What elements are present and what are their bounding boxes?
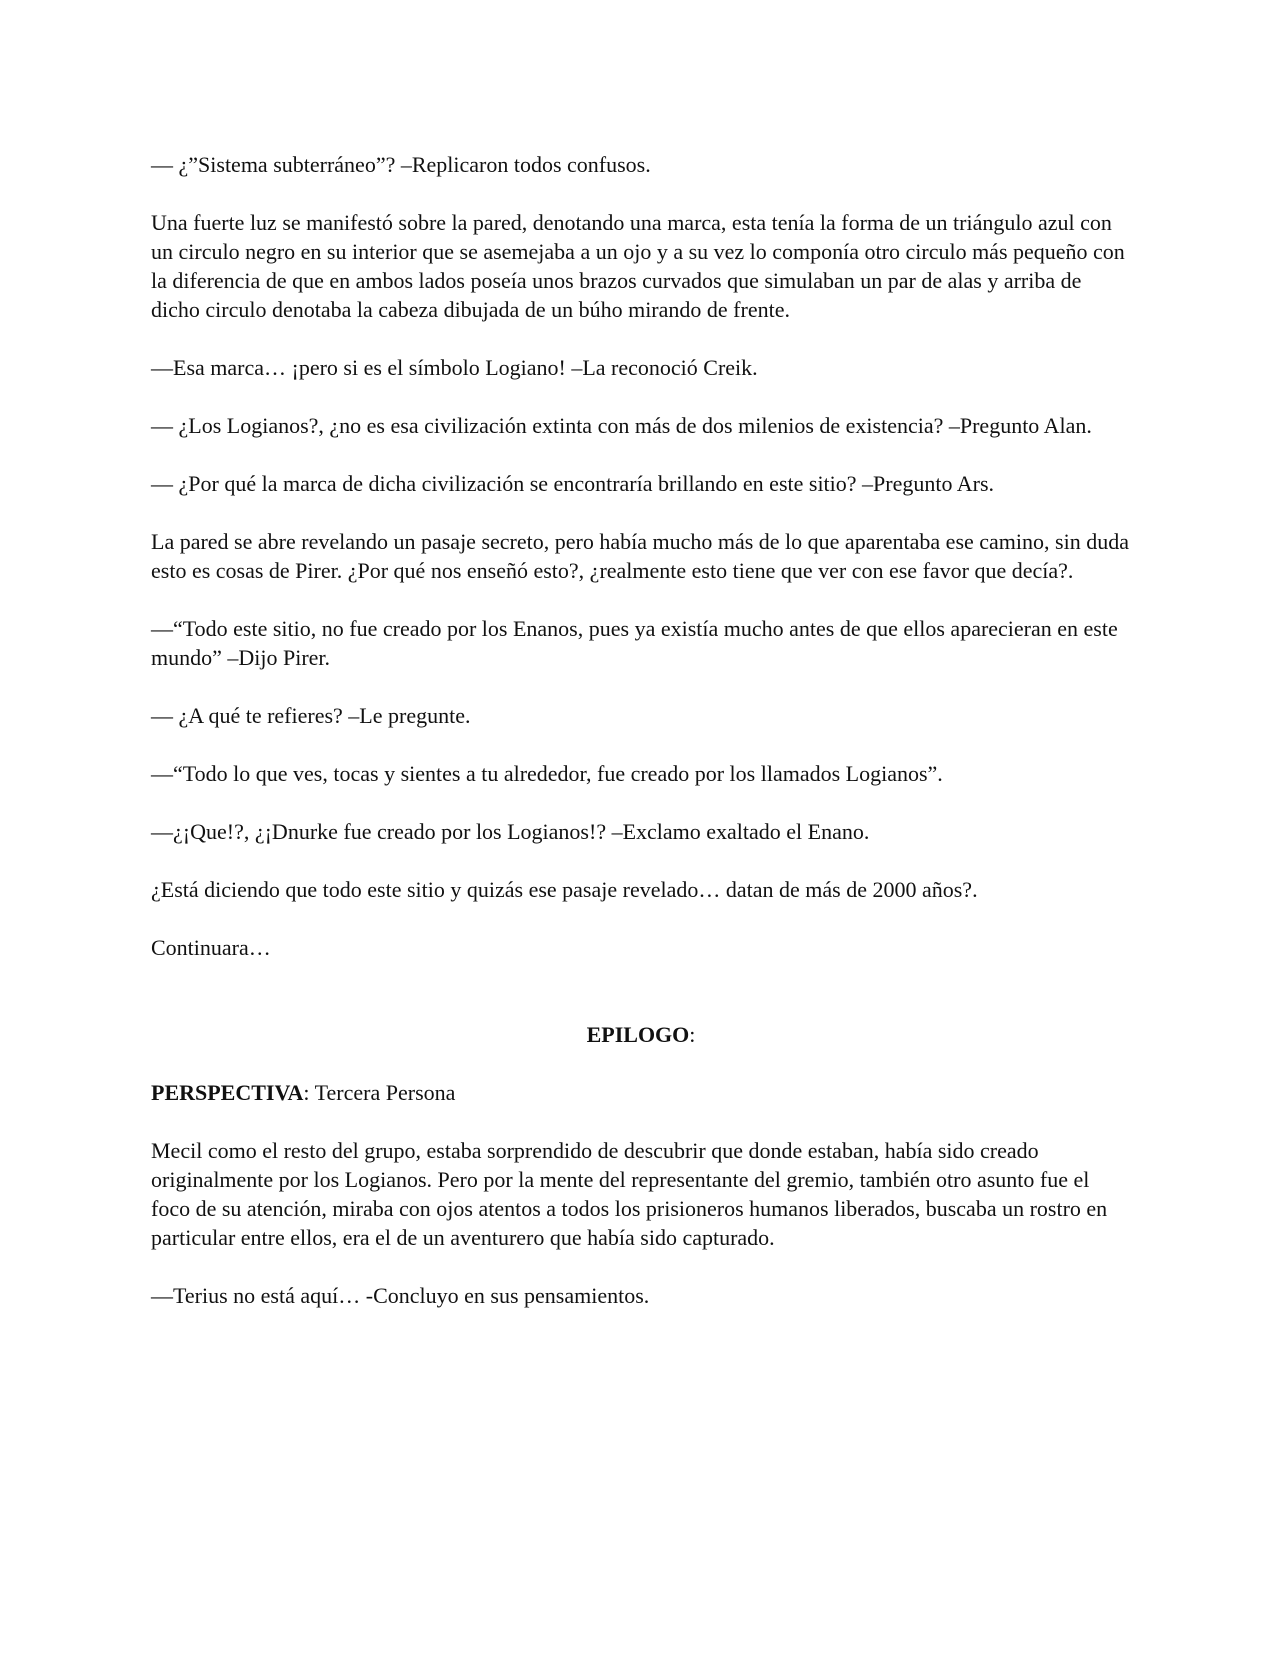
paragraph-5: — ¿Por qué la marca de dicha civilización se encontraría brillando en este sitio? –Pregunto Ars. [151, 471, 995, 496]
paragraph-10: —¿¡Que!?, ¿¡Dnurke fue creado por los Logianos!? –Exclamo exaltado el Enano. [151, 819, 870, 844]
epilogue-paragraph-2: —Terius no está aquí… -Concluyo en sus pensamientos. [151, 1283, 650, 1308]
paragraph-7: —“Todo este sitio, no fue creado por los Enanos, pues ya existía mucho antes de que ellos aparecieran en este mundo” –Dijo Pirer. [151, 616, 1118, 670]
epilogue-title: EPILOGO [586, 1022, 690, 1047]
section-spacer [151, 991, 1131, 1020]
paragraph-3: —Esa marca… ¡pero si es el símbolo Logiano! –La reconoció Creik. [151, 355, 758, 380]
paragraph-11: ¿Está diciendo que todo este sitio y quizás ese pasaje revelado… datan de más de 2000 años?. [151, 877, 978, 902]
perspective-label: PERSPECTIVA [151, 1080, 304, 1105]
paragraph-1: — ¿”Sistema subterráneo”? –Replicaron todos confusos. [151, 152, 651, 177]
document-page [151, 150, 1131, 1339]
perspective-line [151, 1078, 1131, 1107]
paragraph-8: — ¿A qué te refieres? –Le pregunte. [151, 703, 471, 728]
epilogue-title-suffix: : [689, 1022, 696, 1047]
paragraph-6: La pared se abre revelando un pasaje secreto, pero había mucho más de lo que aparentaba ese camino, sin duda esto es cosas de Pirer. ¿Por qué nos enseñó esto?, ¿realmente esto tiene que ver con ese favor que decía?. [151, 529, 1129, 583]
epilogue-paragraph-1: Mecil como el resto del grupo, estaba sorprendido de descubrir que donde estaban, había sido creado originalmente por los Logianos. Pero por la mente del representante del gremio, también otro asunto fue el foco de su atención, miraba con ojos atentos a todos los prisioneros humanos liberados, buscaba un rostro en particular entre ellos, era el de un aventurero que había sido capturado. [151, 1138, 1108, 1250]
paragraph-continuara: Continuara… [151, 935, 271, 960]
epilogue-heading [151, 1020, 1131, 1049]
paragraph-2: Una fuerte luz se manifestó sobre la pared, denotando una marca, esta tenía la forma de un triángulo azul con un circulo negro en su interior que se asemejaba a un ojo y a su vez lo componía otro circulo más pequeño con la diferencia de que en ambos lados poseía unos brazos curvados que simulaban un par de alas y arriba de dicho circulo denotaba la cabeza dibujada de un búho mirando de frente. [151, 210, 1125, 322]
perspective-value: : Tercera Persona [303, 1080, 456, 1105]
paragraph-4: — ¿Los Logianos?, ¿no es esa civilización extinta con más de dos milenios de existencia? –Pregunto Alan. [151, 413, 1092, 438]
paragraph-9: —“Todo lo que ves, tocas y sientes a tu alrededor, fue creado por los llamados Logianos”. [151, 761, 943, 786]
